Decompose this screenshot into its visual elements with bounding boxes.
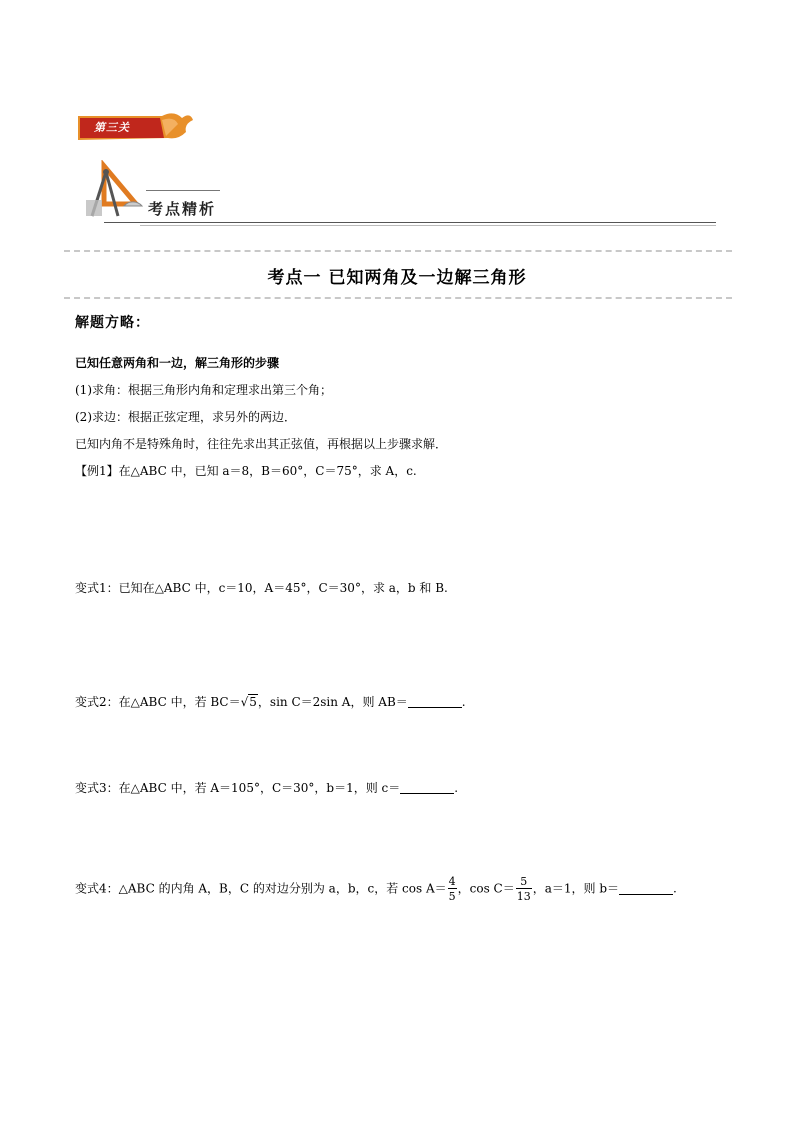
fraction-cosC-numerator: 5 — [516, 876, 532, 889]
sqrt-expression: √5 — [240, 695, 257, 709]
fraction-cosA-denominator: 5 — [448, 890, 456, 903]
fraction-cosC — [516, 876, 532, 902]
example-tag: 【例1】 — [75, 464, 119, 478]
fraction-cosA-numerator: 4 — [448, 875, 456, 888]
sqrt-radicand: 5 — [249, 695, 257, 709]
answer-blank-3[interactable] — [400, 781, 454, 794]
variant-4-mid: ，cos C＝ — [457, 881, 515, 896]
method-line-4: 已知内角不是特殊角时，往往先求出其正弦值，再根据以上步骤求解． — [75, 437, 448, 451]
variant-4-prefix: 变式4：△ABC 的内角 A，B，C 的对边分别为 a，b，c，若 cos A＝ — [75, 881, 447, 896]
dashed-divider-top — [64, 250, 732, 252]
topic-title: 考点一 已知两角及一边解三角形 — [267, 268, 527, 288]
fraction-cosC-denominator: 13 — [516, 890, 531, 903]
variant-4 — [75, 876, 677, 902]
variant-2-suffix: ，sin C＝2sin A，则 AB＝ — [257, 695, 408, 709]
header-rule — [104, 222, 716, 223]
example-text: 在△ABC 中，已知 a＝8，B＝60°，C＝75°，求 A，c. — [118, 464, 417, 478]
banner-label: 第三关 — [94, 121, 130, 134]
example-1 — [75, 462, 417, 479]
variant-2 — [75, 693, 466, 710]
variant-3-end: . — [454, 781, 459, 795]
header-rule-top — [146, 190, 220, 191]
dashed-divider-bottom — [64, 297, 732, 299]
variant-2-prefix: 变式2：在△ABC 中，若 BC＝ — [75, 695, 241, 709]
answer-blank-4[interactable] — [619, 882, 673, 895]
variant-4-suffix: ，a＝1，则 b＝ — [532, 881, 620, 896]
method-line-1: 已知任意两角和一边，解三角形的步骤 — [75, 356, 280, 370]
variant-3-text: 变式3：在△ABC 中，若 A＝105°，C＝30°，b＝1，则 c＝ — [75, 781, 401, 795]
method-line-3: (2)求边：根据正弦定理，求另外的两边． — [75, 410, 296, 424]
variant-3 — [75, 779, 458, 796]
variant-2-end: . — [461, 695, 466, 709]
variant-4-end: . — [673, 881, 677, 896]
method-heading: 解题方略： — [75, 315, 150, 331]
answer-blank-2[interactable] — [408, 695, 462, 708]
geometry-tools-icon — [84, 160, 144, 220]
method-line-2: (1)求角：根据三角形内角和定理求出第三个角； — [75, 383, 332, 397]
variant-1: 变式1：已知在△ABC 中，c＝10，A＝45°，C＝30°，求 a，b 和 B. — [75, 581, 448, 595]
section-header-title: 考点精析 — [148, 200, 217, 218]
header-rule-shadow — [140, 225, 716, 226]
fraction-cosA — [448, 876, 457, 902]
